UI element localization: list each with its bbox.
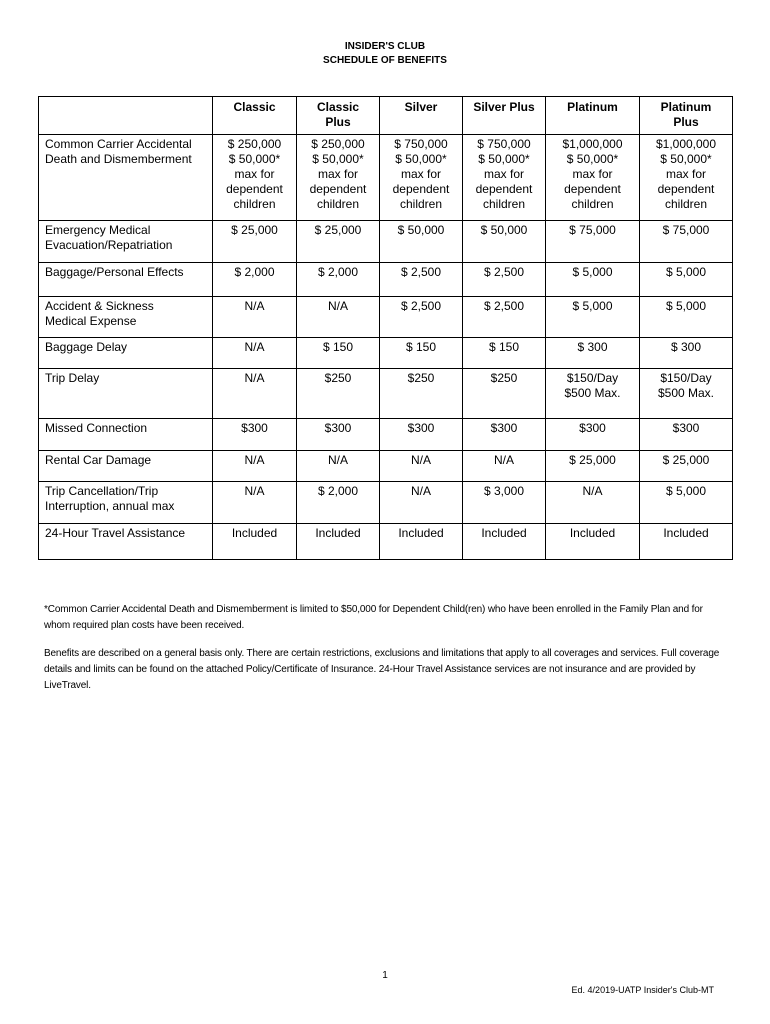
table-cell: $ 150 bbox=[297, 338, 380, 369]
row-label: 24-Hour Travel Assistance bbox=[39, 524, 213, 560]
table-cell: $1,000,000 $ 50,000* max for dependent children bbox=[546, 135, 640, 221]
row-label: Rental Car Damage bbox=[39, 451, 213, 482]
table-cell: $150/Day $500 Max. bbox=[546, 369, 640, 419]
table-cell: $ 2,000 bbox=[297, 263, 380, 297]
table-row bbox=[39, 338, 733, 369]
table-row bbox=[39, 135, 733, 221]
table-cell: $ 250,000 $ 50,000* max for dependent children bbox=[297, 135, 380, 221]
table-cell: $ 25,000 bbox=[546, 451, 640, 482]
table-cell: $ 2,500 bbox=[463, 297, 546, 338]
table-cell: $250 bbox=[463, 369, 546, 419]
document-title: INSIDER'S CLUB bbox=[344, 41, 426, 52]
row-label: Baggage/Personal Effects bbox=[39, 263, 213, 297]
table-cell: $ 2,500 bbox=[380, 263, 463, 297]
table-row bbox=[39, 451, 733, 482]
table-cell: $ 75,000 bbox=[640, 221, 733, 263]
table-cell: $ 25,000 bbox=[297, 221, 380, 263]
row-label: Emergency Medical Evacuation/Repatriation bbox=[39, 221, 213, 263]
table-cell: $250 bbox=[297, 369, 380, 419]
table-cell: $300 bbox=[640, 419, 733, 451]
table-cell: $ 5,000 bbox=[546, 263, 640, 297]
table-cell: N/A bbox=[213, 338, 297, 369]
table-cell: $150/Day $500 Max. bbox=[640, 369, 733, 419]
table-cell: N/A bbox=[380, 482, 463, 524]
table-cell: $ 3,000 bbox=[463, 482, 546, 524]
table-cell: $ 2,500 bbox=[463, 263, 546, 297]
table-row bbox=[39, 369, 733, 419]
table-cell: Included bbox=[640, 524, 733, 560]
table-cell: $300 bbox=[463, 419, 546, 451]
table-cell: N/A bbox=[380, 451, 463, 482]
table-cell: $ 25,000 bbox=[640, 451, 733, 482]
table-row bbox=[39, 524, 733, 560]
table-cell: $ 5,000 bbox=[640, 482, 733, 524]
row-label: Accident & Sickness Medical Expense bbox=[39, 297, 213, 338]
table-row bbox=[39, 297, 733, 338]
table-cell: $ 5,000 bbox=[546, 297, 640, 338]
table-cell: N/A bbox=[213, 369, 297, 419]
table-cell: N/A bbox=[463, 451, 546, 482]
table-cell: $ 50,000 bbox=[380, 221, 463, 263]
row-label: Trip Delay bbox=[39, 369, 213, 419]
table-cell: $ 5,000 bbox=[640, 297, 733, 338]
table-cell: N/A bbox=[546, 482, 640, 524]
table-row bbox=[39, 482, 733, 524]
disclaimer-text: Benefits are described on a general basis only. There are certain restrictions, exclusions and limitations that apply to all coverages and services. Full coverage details and limits can be found on the attached Policy/Certificate of Insurance. 24-Hour Travel Assistance services are not insurance and are provided by LiveTravel. bbox=[44, 648, 720, 691]
table-cell: $ 750,000 $ 50,000* max for dependent children bbox=[463, 135, 546, 221]
table-cell: $250 bbox=[380, 369, 463, 419]
row-label: Missed Connection bbox=[39, 419, 213, 451]
table-cell: Included bbox=[297, 524, 380, 560]
table-cell: $1,000,000 $ 50,000* max for dependent children bbox=[640, 135, 733, 221]
table-cell: Included bbox=[546, 524, 640, 560]
table-cell: $ 250,000 $ 50,000* max for dependent children bbox=[213, 135, 297, 221]
page-number: 1 bbox=[382, 970, 388, 981]
table-cell: $ 150 bbox=[463, 338, 546, 369]
table-cell: N/A bbox=[213, 482, 297, 524]
table-cell: $ 750,000 $ 50,000* max for dependent children bbox=[380, 135, 463, 221]
table-cell: $ 25,000 bbox=[213, 221, 297, 263]
row-label: Baggage Delay bbox=[39, 338, 213, 369]
row-label: Trip Cancellation/Trip Interruption, annual max bbox=[39, 482, 213, 524]
table-row bbox=[39, 263, 733, 297]
column-header: Platinum Plus bbox=[640, 97, 733, 135]
table-cell: $ 150 bbox=[380, 338, 463, 369]
table-cell: $ 2,000 bbox=[213, 263, 297, 297]
table-cell: N/A bbox=[213, 297, 297, 338]
header-empty-cell bbox=[39, 97, 213, 135]
table-cell: Included bbox=[213, 524, 297, 560]
table-cell: $ 300 bbox=[640, 338, 733, 369]
column-header: Silver Plus bbox=[463, 97, 546, 135]
footnote-text: *Common Carrier Accidental Death and Dismemberment is limited to $50,000 for Dependent Child(ren) who have been enrolled in the Family Plan and for whom required plan costs have been received. bbox=[44, 604, 703, 631]
document-subtitle: SCHEDULE OF BENEFITS bbox=[323, 55, 447, 66]
table-cell: $ 5,000 bbox=[640, 263, 733, 297]
table-cell: N/A bbox=[297, 297, 380, 338]
table-cell: $ 50,000 bbox=[463, 221, 546, 263]
edition-label: Ed. 4/2019-UATP Insider's Club-MT bbox=[571, 985, 714, 995]
column-header: Platinum bbox=[546, 97, 640, 135]
table-cell: $300 bbox=[213, 419, 297, 451]
table-cell: $300 bbox=[380, 419, 463, 451]
table-cell: Included bbox=[380, 524, 463, 560]
table-cell: Included bbox=[463, 524, 546, 560]
table-cell: $ 75,000 bbox=[546, 221, 640, 263]
table-row bbox=[39, 221, 733, 263]
benefits-table bbox=[38, 96, 733, 560]
table-cell: $ 300 bbox=[546, 338, 640, 369]
table-cell: $300 bbox=[546, 419, 640, 451]
column-header: Classic bbox=[213, 97, 297, 135]
table-cell: N/A bbox=[297, 451, 380, 482]
table-row bbox=[39, 419, 733, 451]
table-header-row bbox=[39, 97, 733, 135]
table-cell: $ 2,000 bbox=[297, 482, 380, 524]
column-header: Silver bbox=[380, 97, 463, 135]
table-cell: $ 2,500 bbox=[380, 297, 463, 338]
table-cell: $300 bbox=[297, 419, 380, 451]
table-cell: N/A bbox=[213, 451, 297, 482]
row-label: Common Carrier Accidental Death and Dismemberment bbox=[39, 135, 213, 221]
column-header: Classic Plus bbox=[297, 97, 380, 135]
